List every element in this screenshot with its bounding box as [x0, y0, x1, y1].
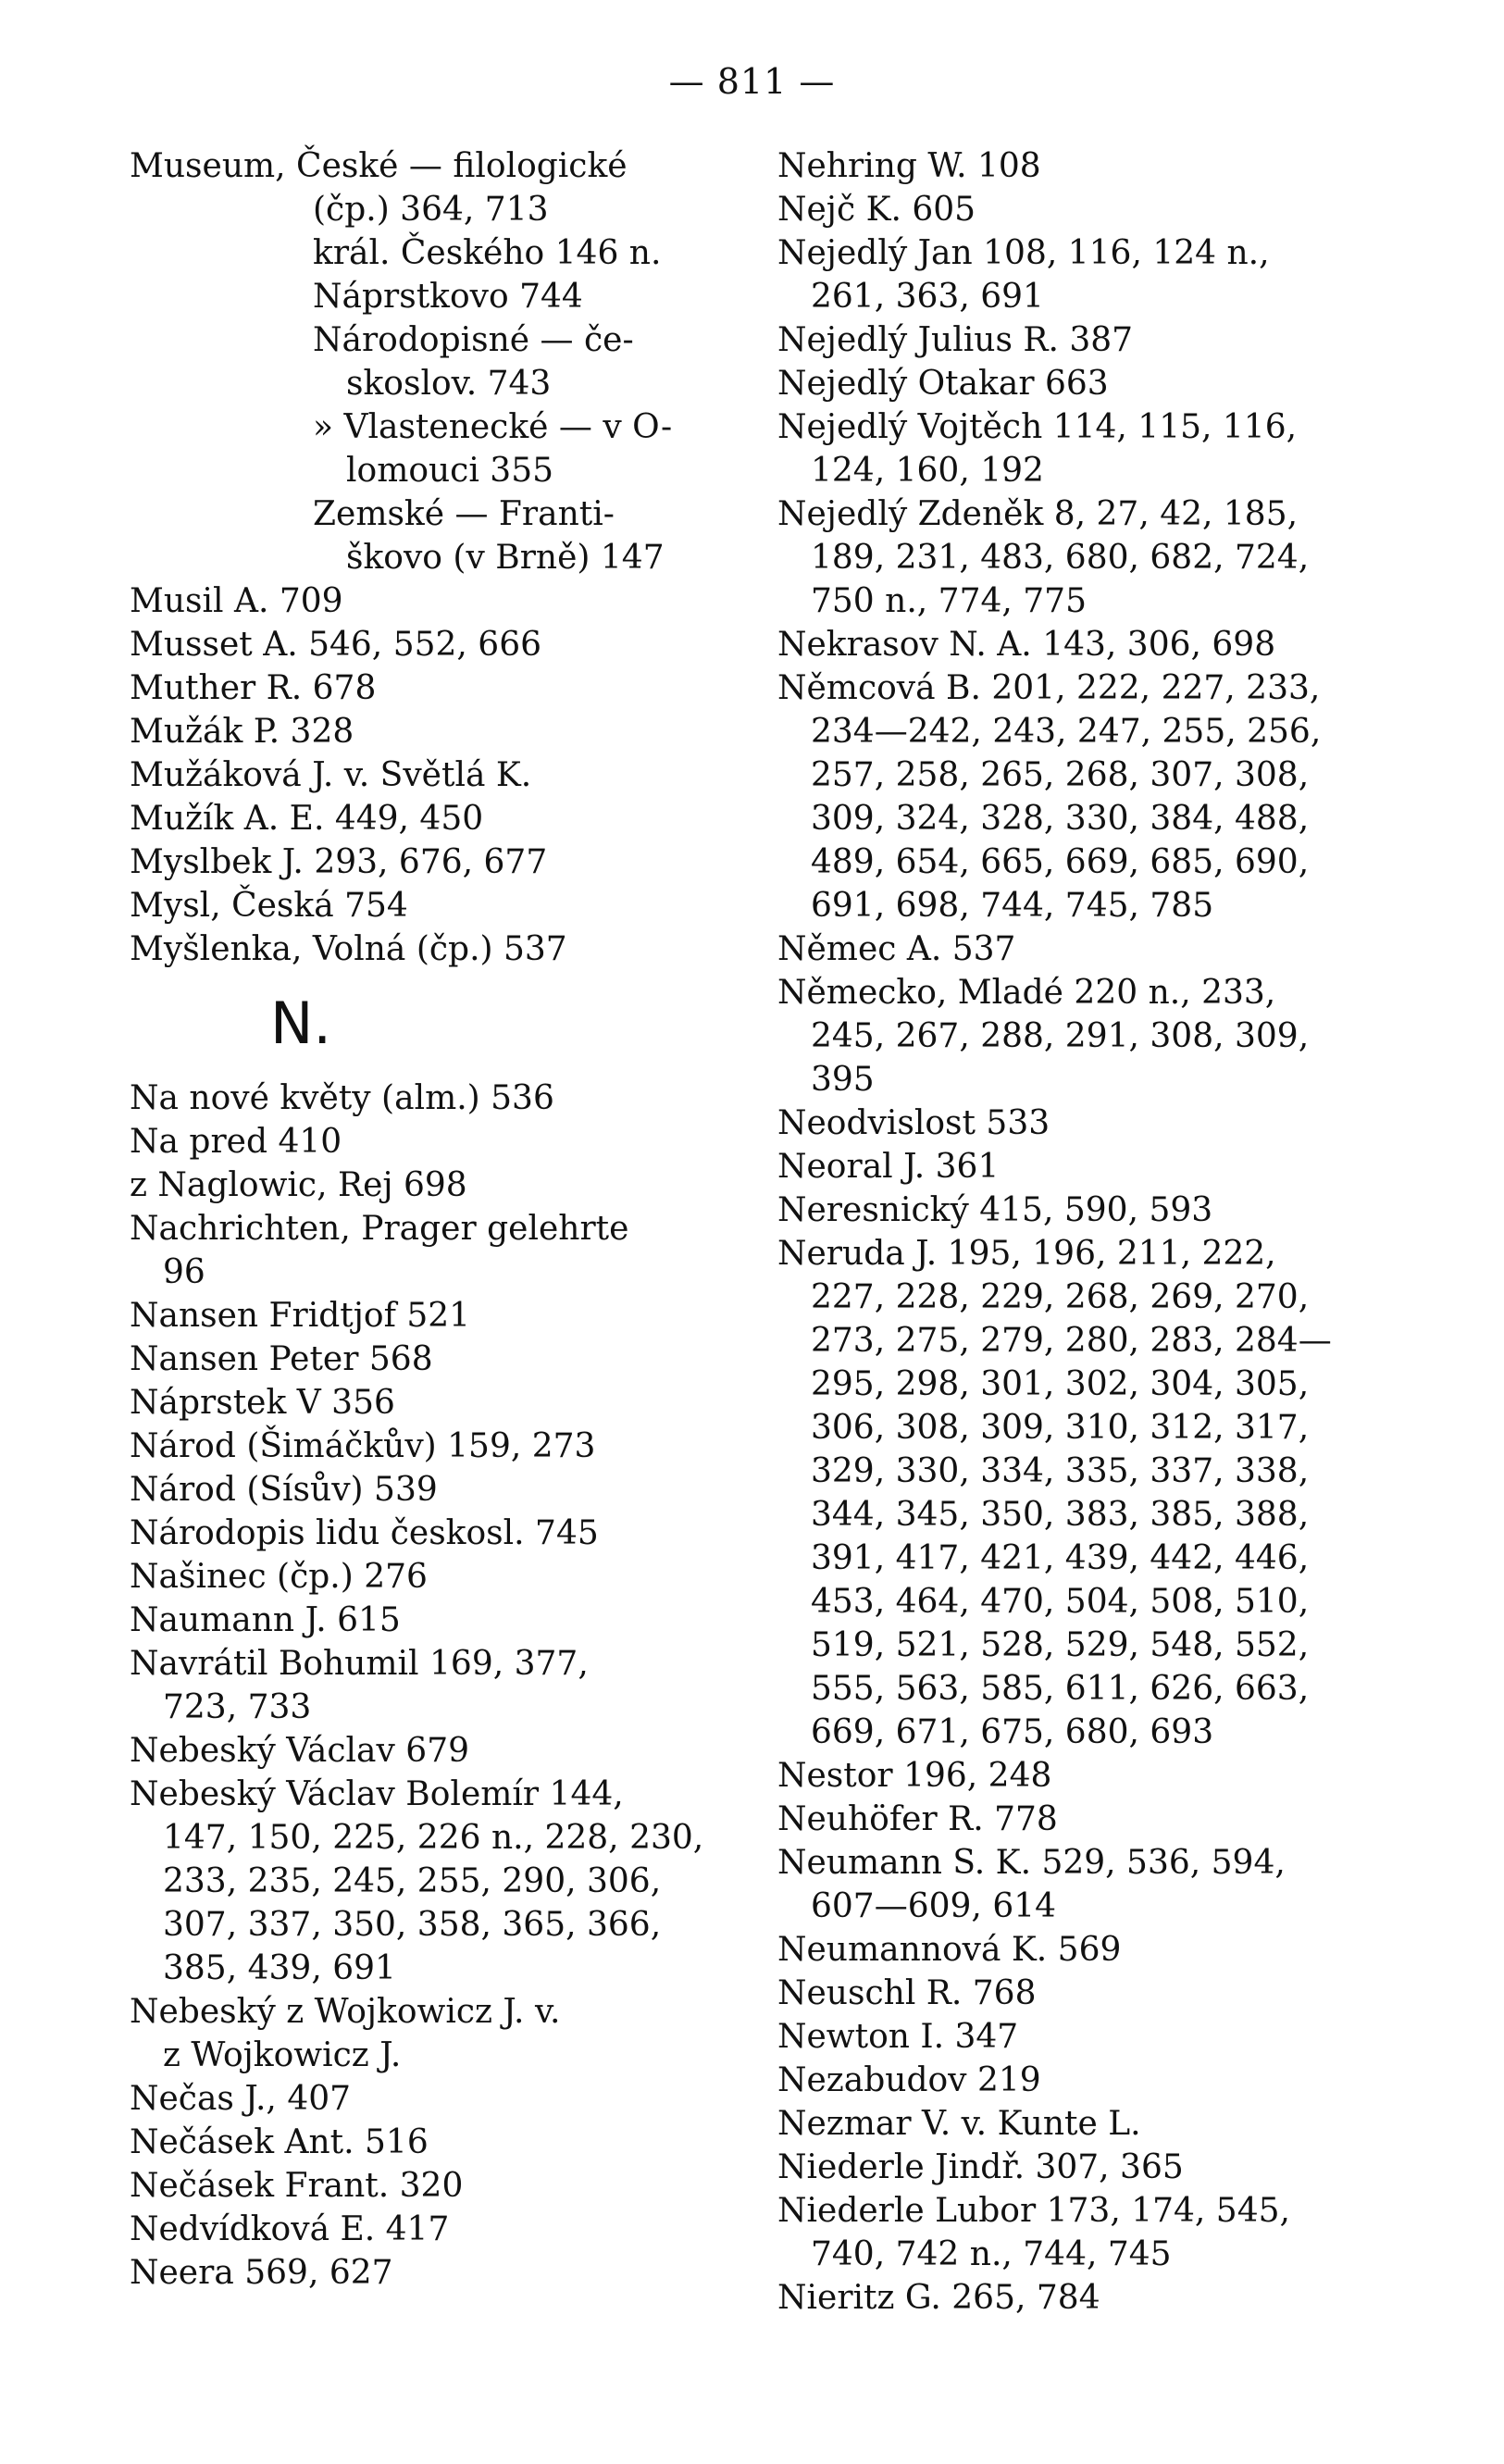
index-entry: Nejedlý Zdeněk 8, 27, 42, 185,: [777, 495, 1299, 533]
index-entry: Nansen Fridtjof 521: [130, 1297, 471, 1335]
index-entry: Mužáková J. v. Světlá K.: [130, 756, 532, 794]
index-entry: z Naglowic, Rej 698: [130, 1166, 467, 1204]
index-entry: Navrátil Bohumil 169, 377,: [130, 1645, 589, 1683]
index-entry-continuation: 750 n., 774, 775: [811, 582, 1087, 620]
index-entry-continuation: 273, 275, 279, 280, 283, 284—: [811, 1322, 1332, 1360]
index-entry: Našinec (čp.) 276: [130, 1558, 428, 1596]
index-entry-continuation: 607—609, 614: [811, 1887, 1057, 1925]
index-entry: Neoral J. 361: [777, 1148, 1000, 1186]
index-entry: Museum, České — filologické: [130, 147, 628, 185]
index-column-left: [130, 144, 722, 2295]
index-entry: Nestor 196, 248: [777, 1757, 1052, 1795]
index-entry-continuation: Národopisné — če-: [313, 321, 634, 359]
index-entry: Nachrichten, Prager gelehrte: [130, 1210, 629, 1248]
index-entry: Nieritz G. 265, 784: [777, 2279, 1100, 2317]
index-entry: Nebeský Václav Bolemír 144,: [130, 1775, 624, 1813]
index-entry-continuation: 295, 298, 301, 302, 304, 305,: [811, 1365, 1310, 1403]
index-entry: Neresnický 415, 590, 593: [777, 1191, 1213, 1229]
index-entry-continuation: skoslov. 743: [346, 365, 552, 403]
index-entry-continuation: z Wojkowicz J.: [163, 2036, 402, 2074]
index-entry: Němcová B. 201, 222, 227, 233,: [777, 669, 1321, 707]
index-entries-n: [130, 1076, 722, 2295]
index-entry-continuation: (čp.) 364, 713: [313, 191, 549, 229]
index-entry-continuation: 189, 231, 483, 680, 682, 724,: [811, 539, 1310, 577]
index-entry: Myšlenka, Volná (čp.) 537: [130, 930, 567, 968]
index-entry: Nejedlý Julius R. 387: [777, 321, 1134, 359]
index-entry-continuation: 555, 563, 585, 611, 626, 663,: [811, 1670, 1310, 1708]
index-entry: Neumannová K. 569: [777, 1931, 1122, 1969]
index-entry-continuation: 245, 267, 288, 291, 308, 309,: [811, 1017, 1310, 1055]
index-entry-continuation: 385, 439, 691: [163, 1949, 396, 1987]
index-entry: Národopis lidu českosl. 745: [130, 1514, 599, 1552]
index-entry: Nezabudov 219: [777, 2061, 1041, 2099]
index-entry: Nejedlý Otakar 663: [777, 365, 1109, 403]
index-entry: Mužík A. E. 449, 450: [130, 800, 484, 838]
index-entry: Neumann S. K. 529, 536, 594,: [777, 1844, 1286, 1882]
index-entry-continuation: 257, 258, 265, 268, 307, 308,: [811, 756, 1310, 794]
index-entry: Náprstek V 356: [130, 1384, 395, 1422]
index-entry: Neodvislost 533: [777, 1104, 1050, 1142]
index-entry-continuation: 307, 337, 350, 358, 365, 366,: [163, 1906, 662, 1944]
index-entry: Neruda J. 195, 196, 211, 222,: [777, 1235, 1276, 1273]
index-entry: Nečas J., 407: [130, 2080, 352, 2118]
index-entry: Niederle Lubor 173, 174, 545,: [777, 2192, 1290, 2230]
index-entry: Mužák P. 328: [130, 713, 354, 751]
index-entry-continuation: 227, 228, 229, 268, 269, 270,: [811, 1278, 1310, 1316]
index-entry-continuation: 669, 671, 675, 680, 693: [811, 1713, 1214, 1751]
index-entry: Nečásek Ant. 516: [130, 2123, 429, 2161]
index-entry-continuation: Zemské — Franti-: [313, 495, 615, 533]
index-entry: Nekrasov N. A. 143, 306, 698: [777, 626, 1276, 664]
index-entry: Německo, Mladé 220 n., 233,: [777, 974, 1276, 1012]
index-entry-continuation: král. Českého 146 n.: [313, 234, 662, 272]
index-entry-continuation: 233, 235, 245, 255, 290, 306,: [163, 1862, 662, 1900]
index-entries-n-continued: [777, 144, 1384, 2320]
index-entry: Mysl, Česká 754: [130, 887, 408, 925]
index-entry-continuation: 344, 345, 350, 383, 385, 388,: [811, 1496, 1310, 1534]
index-entry: Niederle Jindř. 307, 365: [777, 2148, 1184, 2186]
index-entry: Nebeský Václav 679: [130, 1732, 470, 1770]
index-entries-m: [130, 144, 722, 971]
index-entry: Na nové květy (alm.) 536: [130, 1079, 554, 1117]
index-entry-continuation: 261, 363, 691: [811, 278, 1044, 316]
index-entry: Musset A. 546, 552, 666: [130, 626, 542, 664]
index-entry: Nejč K. 605: [777, 191, 976, 229]
index-entry: Myslbek J. 293, 676, 677: [130, 843, 548, 881]
section-heading: N.: [270, 989, 332, 1057]
index-entry-continuation: 147, 150, 225, 226 n., 228, 230,: [163, 1819, 704, 1857]
index-entry-continuation: škovo (v Brně) 147: [346, 539, 665, 577]
index-entry: Neuschl R. 768: [777, 1974, 1037, 2012]
index-entry: Nezmar V. v. Kunte L.: [777, 2105, 1141, 2143]
index-entry-continuation: 96: [163, 1253, 205, 1291]
index-entry-continuation: 740, 742 n., 744, 745: [811, 2235, 1172, 2273]
index-entry-continuation: 723, 733: [163, 1688, 312, 1726]
index-entry: Nečásek Frant. 320: [130, 2167, 464, 2205]
index-entry: Nebeský z Wojkowicz J. v.: [130, 1993, 561, 2031]
index-entry-continuation: 395: [811, 1061, 875, 1099]
index-entry: Naumann J. 615: [130, 1601, 401, 1639]
index-entry-continuation: 124, 160, 192: [811, 452, 1044, 490]
index-entry: Nansen Peter 568: [130, 1340, 433, 1378]
index-entry: Newton I. 347: [777, 2018, 1019, 2056]
index-entry: Národ (Sísův) 539: [130, 1471, 438, 1509]
index-entry: Nejedlý Jan 108, 116, 124 n.,: [777, 234, 1270, 272]
index-entry: Němec A. 537: [777, 930, 1016, 968]
index-entry: Nehring W. 108: [777, 147, 1041, 185]
index-entry: Neuhöfer R. 778: [777, 1800, 1058, 1838]
index-entry-continuation: Náprstkovo 744: [313, 278, 583, 316]
index-entry-continuation: 453, 464, 470, 504, 508, 510,: [811, 1583, 1310, 1621]
index-entry-continuation: 329, 330, 334, 335, 337, 338,: [811, 1452, 1310, 1490]
index-entry-continuation: 519, 521, 528, 529, 548, 552,: [811, 1626, 1310, 1664]
index-entry-continuation: 306, 308, 309, 310, 312, 317,: [811, 1409, 1310, 1447]
index-entry-continuation: » Vlastenecké — v O-: [313, 408, 673, 446]
index-entry: Muther R. 678: [130, 669, 377, 707]
index-entry-continuation: 489, 654, 665, 669, 685, 690,: [811, 843, 1310, 881]
index-entry: Musil A. 709: [130, 582, 343, 620]
page-number: — 811 —: [668, 61, 836, 102]
index-entry: Na pred 410: [130, 1123, 342, 1161]
index-entry: Nejedlý Vojtěch 114, 115, 116,: [777, 408, 1298, 446]
index-entry-continuation: 691, 698, 744, 745, 785: [811, 887, 1214, 925]
index-entry: Neera 569, 627: [130, 2254, 393, 2292]
index-entry-continuation: lomouci 355: [346, 452, 554, 490]
index-entry: Národ (Šimáčkův) 159, 273: [130, 1427, 596, 1465]
index-entry-continuation: 234—242, 243, 247, 255, 256,: [811, 713, 1322, 751]
index-column-right: [777, 144, 1384, 2320]
index-entry: Nedvídková E. 417: [130, 2210, 450, 2248]
index-entry-continuation: 309, 324, 328, 330, 384, 488,: [811, 800, 1310, 838]
index-entry-continuation: 391, 417, 421, 439, 442, 446,: [811, 1539, 1310, 1577]
